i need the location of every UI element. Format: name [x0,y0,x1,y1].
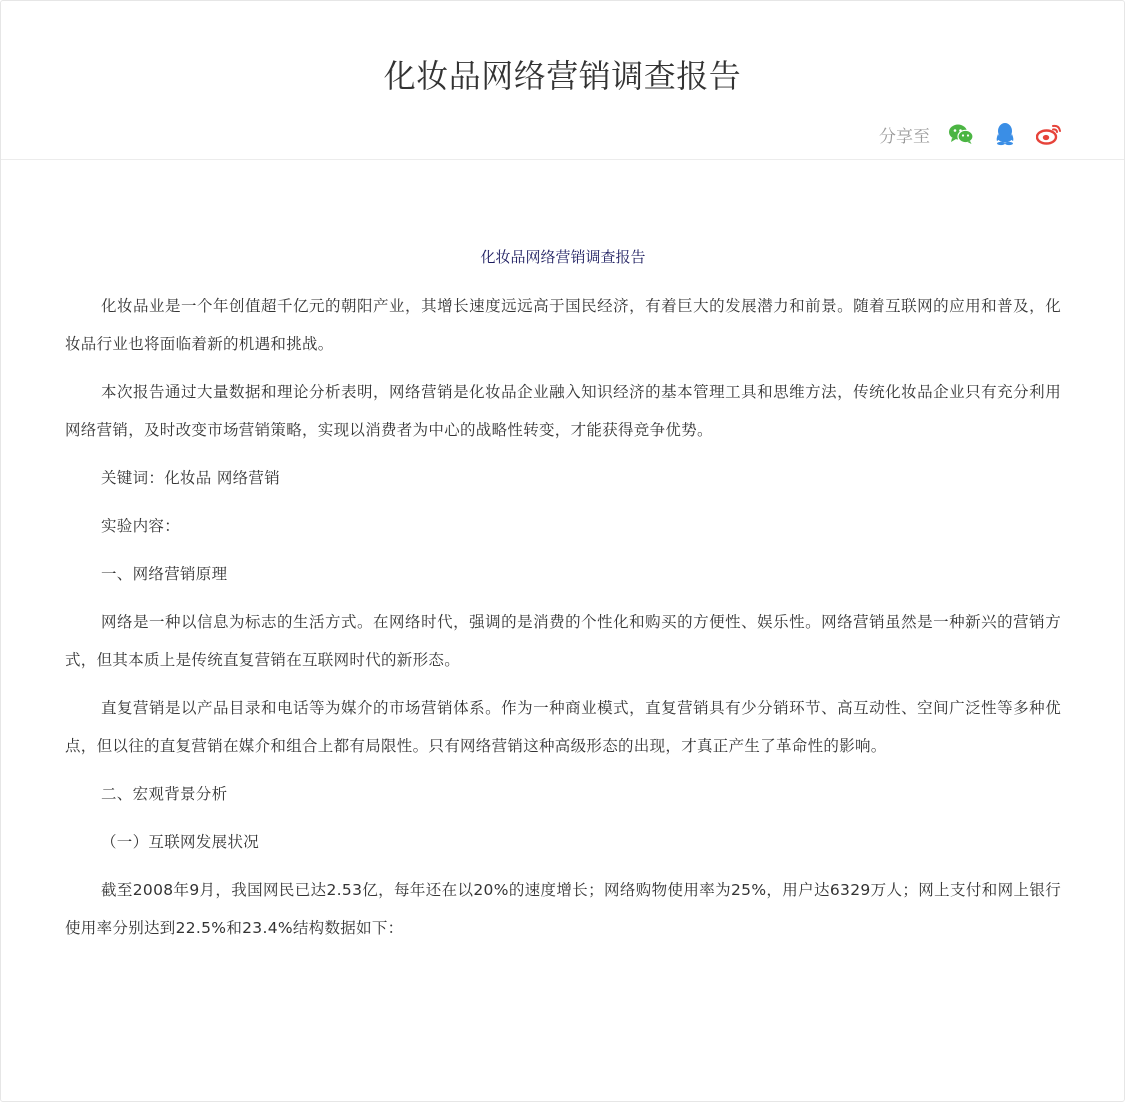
page-header [1,1,1124,160]
section-heading-1: 一、网络营销原理 [101,565,228,583]
article-title: 化妆品网络营销调查报告 [480,248,646,266]
paragraph-internet-stats: 截至2008年9月，我国网民已达2.53亿，每年还在以20%的速度增长；网络购物使用率为25%，用户达6329万人；网上支付和网上银行使用率分别达到22.5%和23.4%结构数据如下： [65,881,1061,937]
paragraph-direct-marketing: 直复营销是以产品目录和电话等为媒介的市场营销体系。作为一种商业模式，直复营销具有少分销环节、高互动性、空间广泛性等多种优点，但以往的直复营销在媒介和组合上都有局限性。只有网络营销这种高级形态的出现，才真正产生了革命性的影响。 [65,699,1061,755]
weibo-icon[interactable] [1036,121,1062,147]
page-title: 化妆品网络营销调查报告 [383,57,742,95]
subsection-heading-1: （一）互联网发展状况 [101,833,260,851]
article-content [65,231,1061,957]
paragraph-summary: 本次报告通过大量数据和理论分析表明，网络营销是化妆品企业融入知识经济的基本管理工具和思维方法，传统化妆品企业只有充分利用网络营销，及时改变市场营销策略，实现以消费者为中心的战略性转变，才能获得竞争优势。 [65,383,1061,439]
paragraph-intro: 化妆品业是一个年创值超千亿元的朝阳产业，其增长速度远远高于国民经济，有着巨大的发展潜力和前景。随着互联网的应用和普及，化妆品行业也将面临着新的机遇和挑战。 [65,297,1061,353]
section-heading-2: 二、宏观背景分析 [101,785,228,803]
paragraph-keywords: 关键词：化妆品 网络营销 [101,469,281,487]
share-bar [879,121,1062,147]
wechat-icon[interactable] [948,121,974,147]
share-label: 分享至 [879,126,930,147]
paragraph-network: 网络是一种以信息为标志的生活方式。在网络时代，强调的是消费的个性化和购买的方便性、娱乐性。网络营销虽然是一种新兴的营销方式，但其本质上是传统直复营销在互联网时代的新形态。 [65,613,1061,669]
qq-icon[interactable] [992,121,1018,147]
paragraph-experiment: 实验内容： [101,517,181,535]
